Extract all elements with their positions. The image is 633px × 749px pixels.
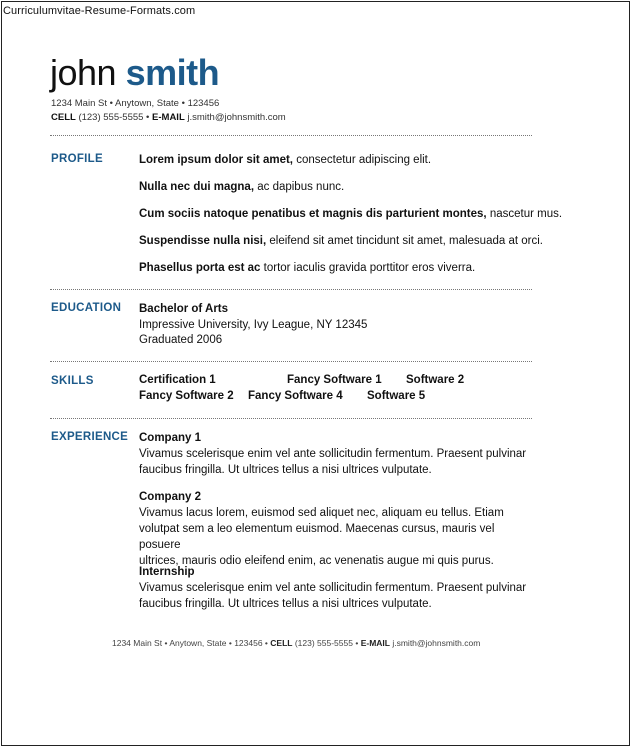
job-description-line: faucibus fringilla. Ut ultrices tellus a nisi ultrices vulputate.: [139, 598, 432, 610]
footer-cell-value: (123) 555-5555 •: [294, 638, 359, 648]
cell-label: CELL: [51, 112, 76, 123]
profile-item: [139, 260, 475, 276]
footer-email-label: E-MAIL: [360, 638, 390, 648]
profile-item-bold: Lorem ipsum dolor sit amet,: [139, 154, 293, 166]
resume-name: [50, 52, 219, 94]
experience-label: EXPERIENCE: [51, 431, 129, 443]
job-description-line: ultrices, mauris odio eleifend enim, ac venenatis augue mi quis purus.: [139, 555, 494, 567]
profile-item-text: ac dapibus nunc.: [254, 181, 345, 193]
experience-entry: [139, 564, 539, 612]
skill-item: Software 5: [367, 390, 426, 402]
job-title: Company 1: [139, 432, 201, 444]
profile-item-bold: Suspendisse nulla nisi,: [139, 235, 267, 247]
watermark: Curriculumvitae-Resume-Formats.com: [3, 5, 196, 17]
experience-entry: [139, 430, 539, 478]
profile-item-bold: Nulla nec dui magna,: [139, 181, 255, 193]
divider: [50, 361, 532, 362]
skill-item: Fancy Software 2: [139, 390, 234, 402]
first-name: john: [50, 52, 117, 93]
profile-item: [139, 233, 543, 249]
job-description-line: Vivamus scelerisque enim vel ante sollicitudin fermentum. Praesent pulvinar: [139, 448, 527, 460]
job-description-line: Vivamus lacus lorem, euismod sed aliquet nec, aliquam eu tellus. Etiam: [139, 507, 504, 519]
skill-item: Certification 1: [139, 374, 216, 386]
skill-item: Fancy Software 1: [287, 374, 382, 386]
footer-contact: [112, 638, 480, 648]
profile-item-text: eleifend sit amet tincidunt sit amet, malesuada at orci.: [266, 235, 543, 247]
last-name: smith: [125, 52, 220, 93]
cell-value: (123) 555-5555 •: [78, 112, 150, 123]
skills-label: SKILLS: [51, 375, 94, 387]
header-contact: [51, 112, 286, 123]
education-degree: Bachelor of Arts: [139, 303, 229, 315]
job-title: Internship: [139, 566, 195, 578]
profile-item-text: consectetur adipiscing elit.: [293, 154, 432, 166]
profile-item-bold: Cum sociis natoque penatibus et magnis dis parturient montes,: [139, 208, 487, 220]
footer-address: 1234 Main St • Anytown, State • 123456 •: [112, 638, 268, 648]
job-description-line: faucibus fringilla. Ut ultrices tellus a nisi ultrices vulputate.: [139, 464, 432, 476]
profile-item-text: nascetur mus.: [486, 208, 563, 220]
email-label: E-MAIL: [152, 112, 185, 123]
footer-email-value: j.smith@johnsmith.com: [392, 638, 481, 648]
profile-label: PROFILE: [51, 153, 103, 165]
skill-item: Fancy Software 4: [248, 390, 343, 402]
profile-item: [139, 206, 562, 222]
profile-item: [139, 152, 431, 168]
divider: [50, 289, 532, 290]
experience-entry: [139, 489, 539, 569]
footer-cell-label: CELL: [270, 638, 293, 648]
profile-item-text: tortor iaculis gravida porttitor eros viverra.: [260, 262, 476, 274]
education-school: Impressive University, Ivy League, NY 12345: [139, 319, 368, 331]
job-title: Company 2: [139, 491, 201, 503]
profile-item: [139, 179, 344, 195]
job-description-line: Vivamus scelerisque enim vel ante sollicitudin fermentum. Praesent pulvinar: [139, 582, 527, 594]
divider: [50, 418, 532, 419]
profile-item-bold: Phasellus porta est ac: [139, 262, 261, 274]
job-description-line: volutpat sem a leo elementum euismod. Maecenas cursus, mauris vel posuere: [139, 523, 495, 551]
email-value: j.smith@johnsmith.com: [187, 112, 286, 123]
header-address: 1234 Main St • Anytown, State • 123456: [51, 98, 220, 109]
skill-item: Software 2: [406, 374, 465, 386]
education-label: EDUCATION: [51, 302, 122, 314]
education-graduated: Graduated 2006: [139, 334, 223, 346]
divider: [50, 135, 532, 136]
